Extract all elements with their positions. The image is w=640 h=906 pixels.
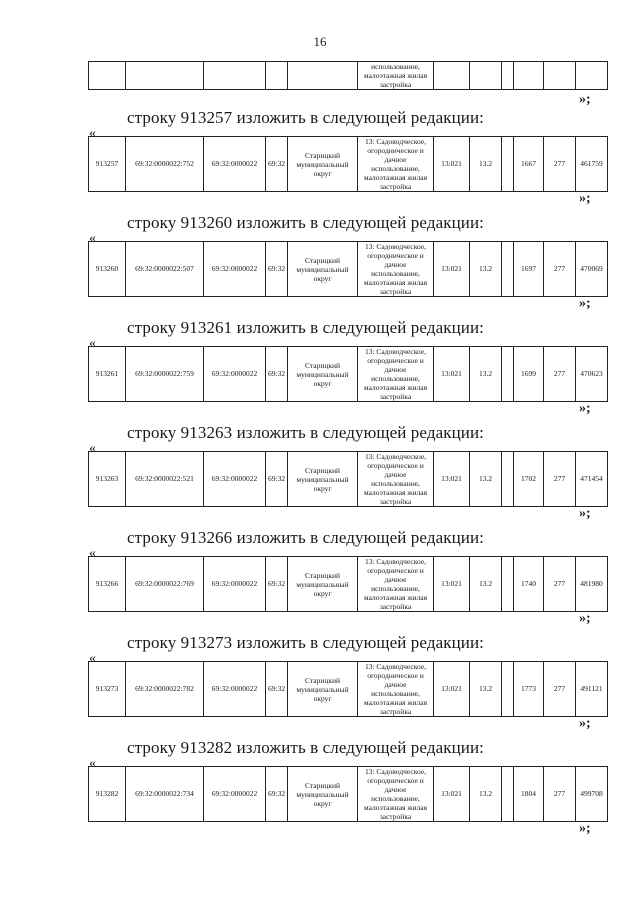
cadastral-value-table: [88, 451, 608, 507]
table-row: [89, 137, 608, 192]
closing-quote: »;: [579, 401, 591, 416]
cadastral-quarter-cell: 69:32:0000022: [204, 452, 266, 507]
table-row: [89, 767, 608, 822]
area-cell: 1697: [514, 242, 544, 297]
row-id-cell: 913263: [89, 452, 126, 507]
amendment-heading: строку 913282 изложить в следующей редакции:: [127, 738, 485, 757]
rate-cell: 277: [544, 557, 576, 612]
empty-cell: [502, 557, 514, 612]
district-code-cell: 69:32: [266, 242, 288, 297]
cadastral-number-cell: 69:32:0000022:782: [126, 662, 204, 717]
rate-cell: 277: [544, 452, 576, 507]
cadastral-number-cell: 69:32:0000022:521: [126, 452, 204, 507]
district-name-cell: Старицкий муниципальный округ: [288, 452, 358, 507]
land-use-cell: 13: Садоводческое, огородническое и дачное использование, малоэтажная жилая застройка: [358, 137, 434, 192]
zone-cell: 13:021: [434, 557, 470, 612]
table-row: [89, 242, 608, 297]
cadastral-number-cell: 69:32:0000022:507: [126, 242, 204, 297]
land-use-cell: 13: Садоводческое, огородническое и дачное использование, малоэтажная жилая застройка: [358, 347, 434, 402]
cadastral-value-table: [88, 136, 608, 192]
opening-quote: «: [89, 336, 96, 351]
cadastral-value-table: [88, 766, 608, 822]
land-use-cell: 13: Садоводческое, огородническое и дачное использование, малоэтажная жилая застройка: [358, 452, 434, 507]
zone-cell: 13:021: [434, 242, 470, 297]
closing-quote: »;: [579, 506, 591, 521]
area-cell: 1667: [514, 137, 544, 192]
table-row: [89, 662, 608, 717]
district-code-cell: 69:32: [266, 767, 288, 822]
coefficient-cell: 13.2: [470, 242, 502, 297]
land-use-cell: 13: Садоводческое, огородническое и дачное использование, малоэтажная жилая застройка: [358, 242, 434, 297]
value-cell: 461759: [576, 137, 608, 192]
empty-cell: [502, 242, 514, 297]
land-use-cell: 13: Садоводческое, огородническое и дачное использование, малоэтажная жилая застройка: [358, 767, 434, 822]
coefficient-cell: 13.2: [470, 452, 502, 507]
opening-quote: «: [89, 441, 96, 456]
top-fragment-table: [88, 61, 608, 90]
cadastral-quarter-cell: 69:32:0000022: [204, 557, 266, 612]
district-name-cell: Старицкий муниципальный округ: [288, 347, 358, 402]
amendment-heading: строку 913257 изложить в следующей редакции:: [127, 108, 485, 127]
rate-cell: 277: [544, 347, 576, 402]
cadastral-number-cell: 69:32:0000022:734: [126, 767, 204, 822]
cadastral-value-table: [88, 556, 608, 612]
empty-cell: [502, 347, 514, 402]
row-id-cell: 913273: [89, 662, 126, 717]
table-row: [89, 347, 608, 402]
empty-cell: [502, 452, 514, 507]
land-use-cell: 13: Садоводческое, огородническое и дачное использование, малоэтажная жилая застройка: [358, 662, 434, 717]
cadastral-quarter-cell: 69:32:0000022: [204, 347, 266, 402]
amendment-heading: строку 913263 изложить в следующей редакции:: [127, 423, 485, 442]
area-cell: 1773: [514, 662, 544, 717]
cadastral-number-cell: 69:32:0000022:752: [126, 137, 204, 192]
zone-cell: 13:021: [434, 662, 470, 717]
opening-quote: «: [89, 756, 96, 771]
zone-cell: 13:021: [434, 767, 470, 822]
rate-cell: 277: [544, 137, 576, 192]
district-code-cell: 69:32: [266, 347, 288, 402]
value-cell: 470069: [576, 242, 608, 297]
table-row: [89, 452, 608, 507]
closing-quote: »;: [579, 716, 591, 731]
district-name-cell: Старицкий муниципальный округ: [288, 662, 358, 717]
cadastral-number-cell: 69:32:0000022:759: [126, 347, 204, 402]
opening-quote: «: [89, 546, 96, 561]
amendment-heading: строку 913273 изложить в следующей редакции:: [127, 633, 485, 652]
district-name-cell: Старицкий муниципальный округ: [288, 242, 358, 297]
coefficient-cell: 13.2: [470, 767, 502, 822]
amendment-heading: строку 913260 изложить в следующей редакции:: [127, 213, 485, 232]
cadastral-number-cell: 69:32:0000022:769: [126, 557, 204, 612]
empty-cell: [502, 137, 514, 192]
value-cell: 481980: [576, 557, 608, 612]
zone-cell: 13:021: [434, 137, 470, 192]
cadastral-value-table: [88, 661, 608, 717]
closing-quote: »;: [579, 821, 591, 836]
zone-cell: 13:021: [434, 347, 470, 402]
district-name-cell: Старицкий муниципальный округ: [288, 137, 358, 192]
coefficient-cell: 13.2: [470, 557, 502, 612]
cadastral-quarter-cell: 69:32:0000022: [204, 242, 266, 297]
value-cell: 499708: [576, 767, 608, 822]
cadastral-value-table: [88, 346, 608, 402]
value-cell: 470623: [576, 347, 608, 402]
value-cell: 471454: [576, 452, 608, 507]
page-number: 16: [313, 34, 327, 49]
coefficient-cell: 13.2: [470, 662, 502, 717]
rate-cell: 277: [544, 767, 576, 822]
opening-quote: «: [89, 231, 96, 246]
opening-quote: «: [89, 651, 96, 666]
row-id-cell: 913282: [89, 767, 126, 822]
coefficient-cell: 13.2: [470, 137, 502, 192]
row-id-cell: 913261: [89, 347, 126, 402]
cadastral-quarter-cell: 69:32:0000022: [204, 662, 266, 717]
area-cell: 1702: [514, 452, 544, 507]
cadastral-quarter-cell: 69:32:0000022: [204, 767, 266, 822]
cadastral-quarter-cell: 69:32:0000022: [204, 137, 266, 192]
district-code-cell: 69:32: [266, 452, 288, 507]
rate-cell: 277: [544, 242, 576, 297]
district-name-cell: Старицкий муниципальный округ: [288, 767, 358, 822]
district-code-cell: 69:32: [266, 137, 288, 192]
district-code-cell: 69:32: [266, 662, 288, 717]
empty-cell: [502, 767, 514, 822]
amendment-heading: строку 913266 изложить в следующей редакции:: [127, 528, 485, 547]
row-id-cell: 913266: [89, 557, 126, 612]
district-code-cell: 69:32: [266, 557, 288, 612]
area-cell: 1699: [514, 347, 544, 402]
closing-quote: »;: [579, 92, 591, 107]
area-cell: 1804: [514, 767, 544, 822]
closing-quote: »;: [579, 191, 591, 206]
district-name-cell: Старицкий муниципальный округ: [288, 557, 358, 612]
land-use-cell: использование, малоэтажная жилая застройка: [358, 62, 434, 90]
cadastral-value-table: [88, 241, 608, 297]
row-id-cell: 913257: [89, 137, 126, 192]
empty-cell: [502, 662, 514, 717]
row-id-cell: 913260: [89, 242, 126, 297]
opening-quote: «: [89, 126, 96, 141]
land-use-cell: 13: Садоводческое, огородническое и дачное использование, малоэтажная жилая застройка: [358, 557, 434, 612]
value-cell: 491121: [576, 662, 608, 717]
amendment-heading: строку 913261 изложить в следующей редакции:: [127, 318, 485, 337]
table-row: [89, 557, 608, 612]
closing-quote: »;: [579, 296, 591, 311]
coefficient-cell: 13.2: [470, 347, 502, 402]
zone-cell: 13:021: [434, 452, 470, 507]
area-cell: 1740: [514, 557, 544, 612]
closing-quote: »;: [579, 611, 591, 626]
rate-cell: 277: [544, 662, 576, 717]
